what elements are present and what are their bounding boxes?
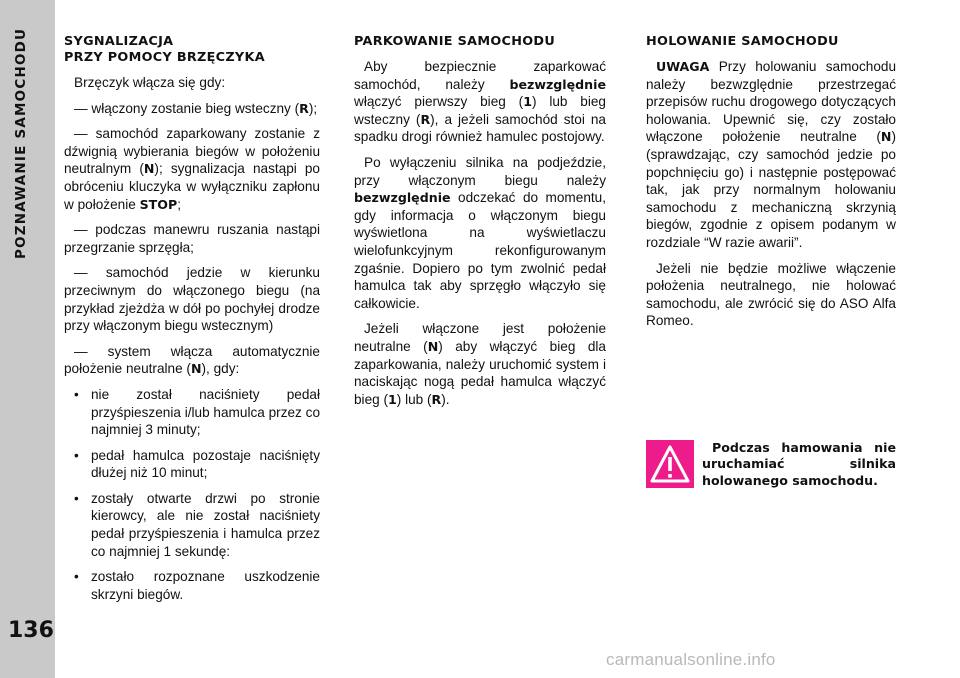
heading-buzzer (64, 34, 320, 66)
list-item: • nie został naciśniety pedał przyśpieszenia i/lub hamulca przez co najmniej 3 minuty; (74, 386, 320, 438)
paragraph-clutch-overheat: — podczas manewru ruszania nastąpi przegrzanie sprzęgła; (64, 222, 320, 255)
paragraph-towing-no-neutral: Jeżeli nie będzie możliwe włączenie położenia neutralnego, nie holować samochodu, ale zwrócić się do ASO Alfa Romeo. (646, 260, 896, 329)
gear-symbol: N (190, 361, 202, 377)
paragraph-parking-neutral: Jeżeli włączone jest położenie neutralne (N) aby włączyć bieg dla zaparkowania, należy uruchomić system i naciskając nogą pedał hamulca włączyć bieg (1) lub (R). (354, 321, 606, 407)
bullet-icon: • (74, 569, 79, 585)
paragraph-auto-neutral: — system włącza automatycznie położenie neutralne (N), gdy: (64, 343, 320, 377)
paragraph-reverse-gear: — włączony zostanie bieg wsteczny (R); (74, 100, 318, 116)
gear-symbol: N (427, 338, 439, 354)
list-item: • pedał hamulca pozostaje naciśnięty dłużej niż 10 minut; (74, 447, 320, 481)
gear-symbol: R (420, 111, 431, 127)
conditions-list (64, 386, 320, 604)
gear-symbol: 1 (523, 94, 532, 110)
sidebar (0, 0, 55, 678)
column-towing (646, 34, 896, 338)
stop-label: STOP (139, 196, 178, 212)
emphasis: bezwzględnie (509, 76, 606, 92)
warning-triangle-icon (646, 440, 694, 488)
paragraph-neutral-parked: — samochód zaparkowany zostanie z dźwignią wybierania biegów w położeniu neutralnym (N); sygnalizacja nastąpi po obróceniu kluczyka w wyłączniku zapłonu w położenie STOP; (64, 126, 320, 212)
bullet-icon: • (74, 490, 79, 506)
heading-line-2: PRZY POMOCY BRZĘCZYKA (64, 50, 265, 65)
paragraph-intro: Brzęczyk włącza się gdy: (74, 75, 226, 90)
heading-parking: PARKOWANIE SAMOCHODU (354, 34, 556, 49)
gear-symbol: N (880, 129, 892, 145)
bullet-icon: • (74, 447, 79, 463)
page-number: 136 (8, 618, 54, 643)
paragraph-opposite-direction: — samochód jedzie w kierunku przeciwnym do włączonego biegu (na przykład zjeżdża w dół po pochyłej drodze przy włączonym biegu wstecznym) (64, 265, 320, 334)
gear-symbol: 1 (388, 391, 397, 407)
paragraph-parking-gear: Aby bezpiecznie zaparkować samochód, należy bezwzględnie włączyć pierwszy bieg (1) lub bieg wsteczny (R), a jeżeli samochód stoi na spadku drogi również hamulec postojowy. (354, 59, 606, 145)
gear-symbol: N (143, 161, 155, 177)
paragraph-parking-wait: Po wyłączeniu silnika na podjeździe, przy włączonym biegu należy bezwzględnie odczekać do momentu, gdy informacja o włączonym biegu wyświetlona na wyświetlaczu wielofunkcyjnym rekonfigurowanym zgaśnie. Dopiero po tym zwolnić pedał hamulca tak aby sprzęgło włączyło się całkowicie. (354, 154, 606, 311)
list-item: • zostały otwarte drzwi po stronie kierowcy, ale nie został naciśniety pedał przyśpieszenia i hamulca przez co najmniej 1 sekundę: (74, 490, 320, 559)
sidebar-section-title: POZNAWANIE SAMOCHODU (13, 28, 29, 260)
bullet-icon: • (74, 386, 79, 402)
gear-symbol: R (431, 391, 442, 407)
note-label: UWAGA (656, 59, 710, 74)
heading-line-1: SYGNALIZACJA (64, 34, 174, 49)
heading-towing: HOLOWANIE SAMOCHODU (646, 34, 839, 49)
watermark: carmanualsonline.info (606, 650, 776, 669)
gear-symbol: R (299, 100, 309, 116)
column-buzzer-signalling (64, 34, 320, 611)
warning-text: Podczas hamowania nie uruchamiać silnika holowanego samochodu. (702, 440, 896, 488)
list-item: • zostało rozpoznane uszkodzenie skrzyni biegów. (74, 569, 320, 602)
paragraph-towing-note: UWAGA Przy holowaniu samochodu należy bezwzględnie przestrzegać przepisów ruchu drogowego dotyczących holowania. Upewnić się, czy zostało włączone położenie neutralne (N) (sprawdzając, czy samochód jedzie po popchnięciu go) i następnie postępować tak, jak przy normalnym holowaniu samochodu z mechaniczną skrzynią biegów, zgodnie z opisem podanym w rozdziale “W razie awarii”. (646, 59, 896, 250)
column-parking (354, 34, 606, 416)
emphasis: bezwzględnie (354, 190, 451, 206)
warning-box (646, 438, 898, 502)
